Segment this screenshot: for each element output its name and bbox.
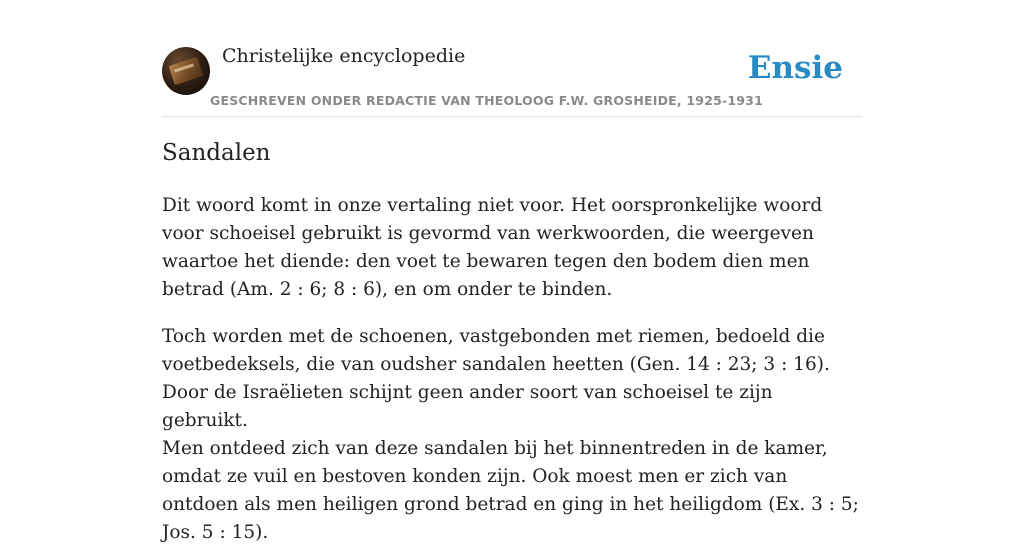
book-avatar-icon[interactable] <box>162 47 210 95</box>
site-title[interactable]: Christelijke encyclopedie <box>222 45 466 67</box>
site-subtitle: GESCHREVEN ONDER REDACTIE VAN THEOLOOG F.W. GROSHEIDE, 1925-1931 <box>210 93 763 108</box>
page <box>162 0 862 543</box>
article-title: Sandalen <box>162 140 271 166</box>
article-paragraph-2: Toch worden met de schoenen, vastgebonden met riemen, bedoeld die voetbedeksels, die van oudsher sandalen heetten (Gen. 14 : 23; 3 : 16). Door de Israëlieten schijnt geen ander soort van schoeisel te zijn gebruikt. <box>162 326 830 431</box>
brand-logo[interactable]: Ensie <box>747 50 843 86</box>
site-header <box>162 0 862 117</box>
book-icon <box>169 57 204 85</box>
article-paragraph-3: Men ontdeed zich van deze sandalen bij het binnentreden in de kamer, omdat ze vuil en bestoven konden zijn. Ook moest men er zich van ontdoen als men heiligen grond betrad en ging in het heiligdom (Ex. 3 : 5; Jos. 5 : 15). <box>162 438 859 543</box>
article-paragraph-1: Dit woord komt in onze vertaling niet voor. Het oorspronkelijke woord voor schoeisel gebruikt is gevormd van werkwoorden, die weergeven waartoe het diende: den voet te bewaren tegen den bodem dien men betrad (Am. 2 : 6; 8 : 6), en om onder te binden. <box>162 195 823 300</box>
